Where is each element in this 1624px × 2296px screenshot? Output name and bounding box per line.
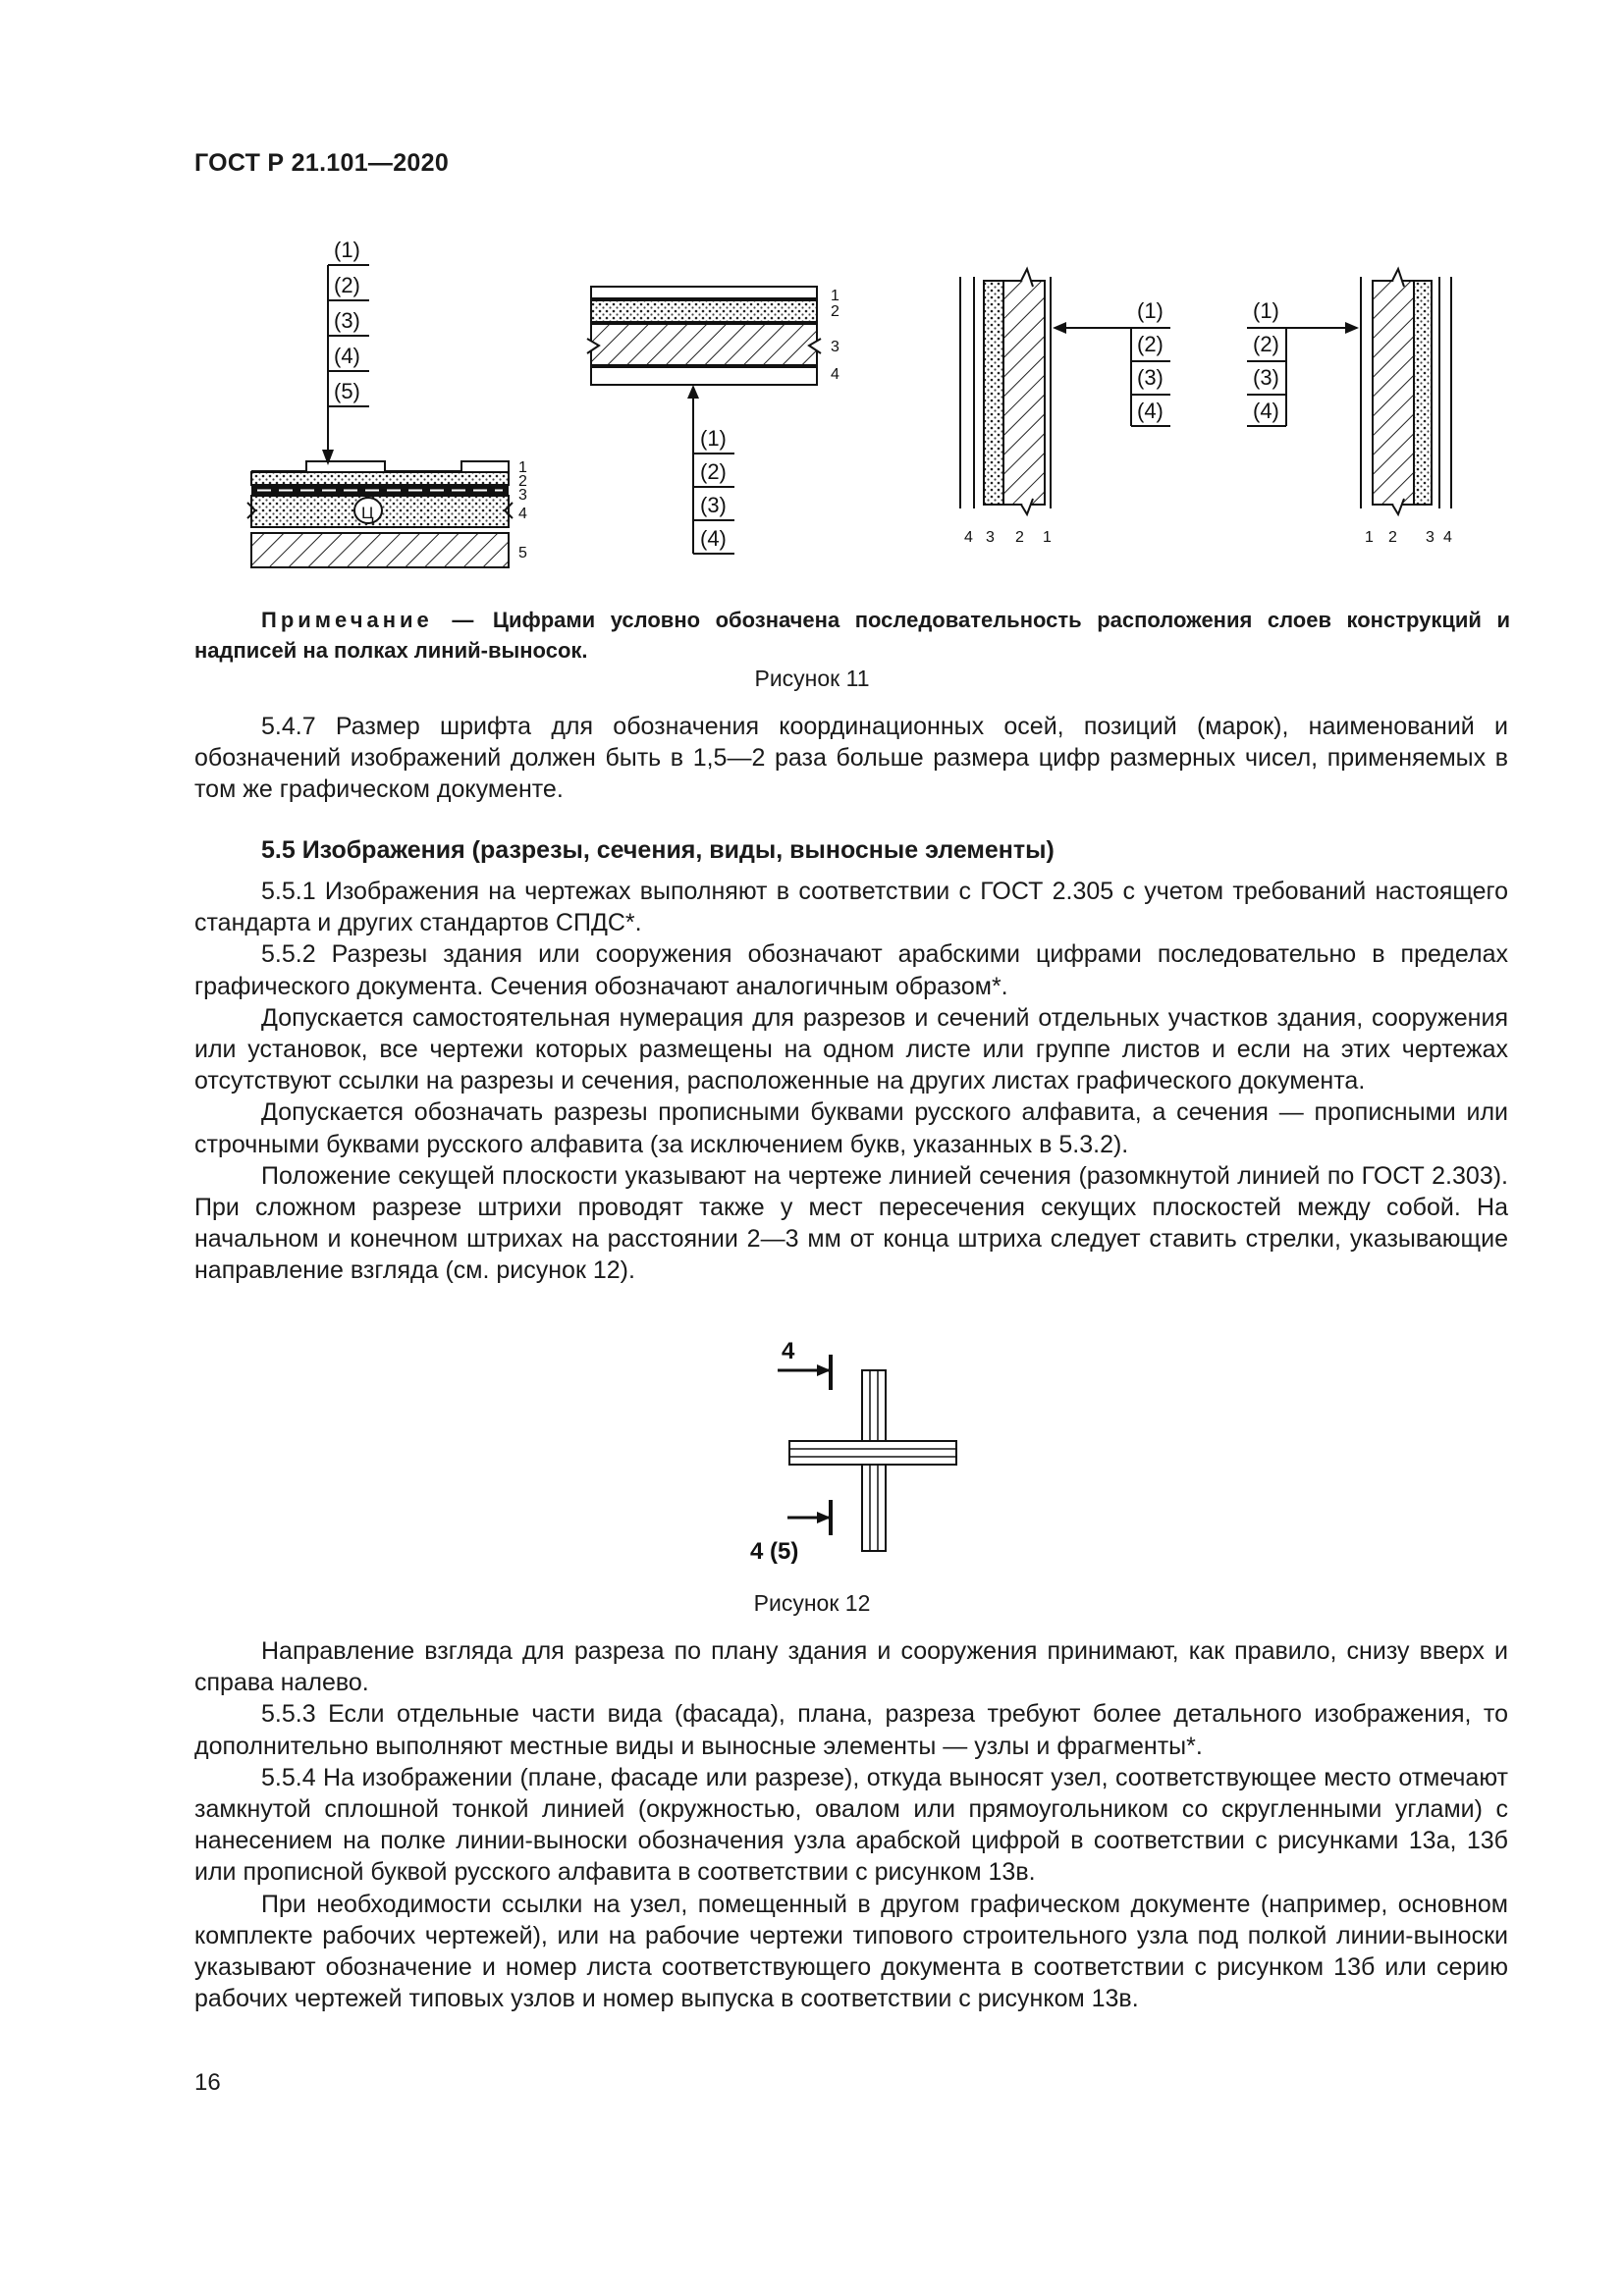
- paragraph: 5.5.2 Разрезы здания или сооружения обозначают арабскими цифрами последовательно в пределах графического документа. Сечения обозначают аналогичным образом*.: [194, 940, 1508, 1000]
- fig11a-tag: (3): [334, 308, 360, 333]
- svg-text:3: 3: [518, 487, 527, 504]
- svg-text:(4): (4): [1253, 399, 1279, 423]
- fig11a-tag: (4): [334, 344, 360, 368]
- svg-text:3: 3: [1426, 529, 1435, 546]
- fig11a-mark: Ц: [361, 504, 374, 522]
- text-block-547: [194, 711, 1508, 806]
- svg-text:4: 4: [964, 529, 973, 546]
- note-text: Цифрами условно обозначена последовательность расположения слоев конструкций и надписей на полках линий-выносок.: [194, 608, 1511, 663]
- svg-text:4: 4: [831, 366, 839, 383]
- figure-11-caption: Рисунок 11: [754, 666, 870, 691]
- paragraph: Допускается самостоятельная нумерация для разрезов и сечений отдельных участков здания, сооружения или установок, все чертежи которых размещены на одном листе или группе листов и если на этих чертежах отсутствуют ссылки на разрезы и сечения, расположенные на других листах графического документа.: [194, 1003, 1508, 1095]
- svg-text:5: 5: [518, 545, 527, 561]
- section-55-continued: [194, 1635, 1508, 2014]
- svg-text:(1): (1): [1253, 298, 1279, 323]
- paragraph: 5.5.4 На изображении (плане, фасаде или разрезе), откуда выносят узел, соответствующее место отмечают замкнутой сплошной тонкой линией (окружностью, овалом или прямоугольником со скругленными углами) с нанесением на полке линии-выноски обозначения узла арабской цифрой в соответствии с рисунками 13а, 13б или прописной буквой русского алфавита в соответствии с рисунком 13в.: [194, 1763, 1508, 1887]
- svg-text:(4): (4): [700, 526, 727, 551]
- paragraph: 5.4.7 Размер шрифта для обозначения координационных осей, позиций (марок), наименований и обозначений изображений должен быть в 1,5—2 раза больше размера цифр размерных чисел, применяемых в том же графическом документе.: [194, 713, 1508, 804]
- paragraph: При необходимости ссылки на узел, помещенный в другом графическом документе (например, основном комплекте рабочих чертежей), или на рабочие чертежи типового строительного узла под полкой линии-выноски указывают обозначение и номер листа соответствующего документа в соответствии с рисунком 13б или серию рабочих чертежей типовых узлов и номер выпуска в соответствии с рисунком 13в.: [194, 1890, 1508, 2013]
- svg-text:(2): (2): [1253, 332, 1279, 356]
- svg-text:(1): (1): [700, 426, 727, 451]
- svg-text:3: 3: [986, 529, 995, 546]
- svg-text:(2): (2): [1137, 332, 1164, 356]
- paragraph: Допускается обозначать разрезы прописными буквами русского алфавита, а сечения — прописными или строчными буквами русского алфавита (за исключением букв, указанных в 5.3.2).: [194, 1098, 1508, 1158]
- paragraph: 5.5.1 Изображения на чертежах выполняют в соответствии с ГОСТ 2.305 с учетом требований настоящего стандарта и других стандартов СПДС*.: [194, 878, 1508, 937]
- svg-text:(3): (3): [1137, 365, 1164, 390]
- fig11a-tag: (1): [334, 238, 360, 262]
- page-number: 16: [194, 2069, 221, 2096]
- fig11a-tag: (5): [334, 379, 360, 403]
- svg-text:3: 3: [831, 339, 839, 355]
- svg-text:(3): (3): [700, 493, 727, 517]
- svg-text:(1): (1): [1137, 298, 1164, 323]
- figure-11-part-c: [960, 269, 1170, 546]
- figure-11-part-a: [247, 238, 527, 567]
- svg-text:2: 2: [1015, 529, 1024, 546]
- svg-text:2: 2: [518, 473, 527, 490]
- svg-text:2: 2: [1388, 529, 1397, 546]
- section-55: [194, 834, 1508, 1287]
- figure-11-note: [194, 605, 1510, 666]
- fig12-label-bottom: 4 (5): [750, 1538, 799, 1565]
- paragraph: 5.5.3 Если отдельные части вида (фасада), плана, разреза требуют более детального изображения, то дополнительно выполняют местные виды и выносные элементы — узлы и фрагменты*.: [194, 1700, 1508, 1760]
- figure-11: [0, 0, 1624, 589]
- figure-12-caption: Рисунок 12: [753, 1590, 871, 1616]
- document-header: ГОСТ Р 21.101—2020: [194, 149, 450, 177]
- svg-text:1: 1: [518, 459, 527, 476]
- section-title: 5.5 Изображения (разрезы, сечения, виды, выносные элементы): [261, 836, 1055, 864]
- svg-text:4: 4: [518, 506, 527, 522]
- paragraph: Направление взгляда для разреза по плану здания и сооружения принимают, как правило, снизу вверх и справа налево.: [194, 1637, 1508, 1697]
- svg-text:2: 2: [831, 303, 839, 320]
- figure-11-part-d: [1247, 269, 1452, 546]
- svg-text:1: 1: [1043, 529, 1052, 546]
- fig12-label-top: 4: [782, 1338, 795, 1364]
- svg-text:1: 1: [1365, 529, 1374, 546]
- paragraph: Положение секущей плоскости указывают на чертеже линией сечения (разомкнутой линией по ГОСТ 2.303). При сложном разрезе штрихи проводят также у мест пересечения секущих плоскостей между собой. На начальном и конечном штрихах на расстоянии 2—3 мм от конца штриха следует ставить стрелки, указывающие направление взгляда (см. рисунок 12).: [194, 1161, 1508, 1285]
- figure-12: [727, 1325, 972, 1571]
- svg-text:(2): (2): [700, 459, 727, 484]
- svg-text:(3): (3): [1253, 365, 1279, 390]
- svg-text:4: 4: [1443, 529, 1452, 546]
- svg-text:1: 1: [831, 288, 839, 304]
- svg-text:(4): (4): [1137, 399, 1164, 423]
- figure-11-part-b: [587, 287, 839, 554]
- note-label: Примечание —: [261, 608, 478, 632]
- fig11a-tag: (2): [334, 273, 360, 297]
